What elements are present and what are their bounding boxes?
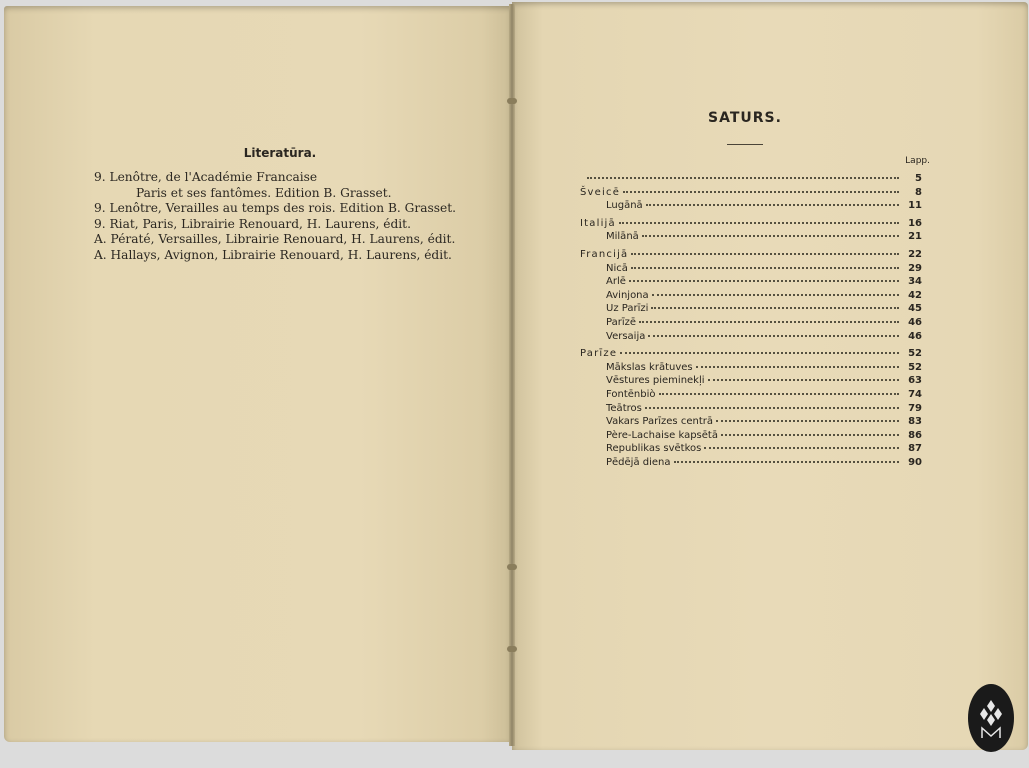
literature-heading: Literatūra. <box>243 146 317 160</box>
literature-list <box>94 170 474 264</box>
toc-leader-dots <box>620 345 899 354</box>
toc-leader-dots <box>674 454 899 463</box>
literature-entry <box>94 201 474 217</box>
toc-leader-dots <box>704 440 899 449</box>
toc-entry-page: 34 <box>908 276 922 288</box>
toc-entry-title: Vakars Parīzes centrā <box>606 416 713 428</box>
toc-leader-dots <box>631 260 899 269</box>
toc-entry-title: Père-Lachaise kapsētā <box>606 429 718 441</box>
stitch-mark <box>507 564 517 570</box>
toc-leader-dots <box>721 427 899 436</box>
book-spine <box>509 4 515 746</box>
toc-leader-dots <box>639 314 899 323</box>
toc-entry-page: 22 <box>908 248 922 260</box>
toc-leader-dots <box>645 400 899 409</box>
stitch-mark <box>507 98 517 104</box>
toc-entry-title: Parīze <box>580 348 618 360</box>
toc-entry-page: 46 <box>908 330 922 342</box>
toc-entry-title: Nicā <box>606 262 628 274</box>
toc-leader-dots <box>696 359 899 368</box>
toc-entry-title: Parīzē <box>606 316 636 328</box>
toc-entry-title: Avinjona <box>606 289 649 301</box>
literature-entry-text: A. Pératé, Versailles, Librairie Renouard, H. Laurens, édit. <box>94 232 456 247</box>
toc-entry-title: Šveicē <box>580 186 621 198</box>
toc-entry-page: 87 <box>908 443 922 455</box>
toc-entry-page: 42 <box>908 289 922 301</box>
toc-entry-title: Vēstures pieminekļi <box>606 375 705 387</box>
heading-rule <box>727 144 763 145</box>
toc-entry-page: 79 <box>908 402 922 414</box>
toc-entry-page: 52 <box>908 361 922 373</box>
toc-entry-page: 90 <box>908 456 922 468</box>
toc-entry-page: 8 <box>915 186 922 198</box>
toc-entry-page: 29 <box>908 262 922 274</box>
literature-entry <box>94 248 474 264</box>
toc-leader-dots <box>623 184 899 193</box>
toc-entry-page: 46 <box>908 316 922 328</box>
toc-entry-page: 83 <box>908 416 922 428</box>
toc-entry <box>580 330 922 344</box>
toc-entry-title: Teātros <box>606 402 642 414</box>
literature-entry-text: 9. Riat, Paris, Librairie Renouard, H. Laurens, édit. <box>94 216 411 231</box>
toc-entry-page: 45 <box>908 303 922 315</box>
toc-entry-title: Uz Parīzi <box>606 303 649 315</box>
toc-entry-page: 86 <box>908 429 922 441</box>
toc-entry-title: Fontēnbiò <box>606 388 656 400</box>
toc-entry-page: 52 <box>908 348 922 360</box>
stitch-mark <box>507 646 517 652</box>
toc-entry-page: 5 <box>915 173 922 184</box>
contents-heading: SATURS. <box>708 110 782 126</box>
toc-entry-title: Republikas svētkos <box>606 443 702 455</box>
literature-entry <box>94 170 474 201</box>
toc-leader-dots <box>716 413 899 422</box>
toc-entry-title: Francijā <box>580 248 629 260</box>
toc-leader-dots <box>646 197 899 206</box>
toc-leader-dots <box>629 273 899 282</box>
watermark-logo-icon <box>968 684 1014 752</box>
toc-entry-page: 74 <box>908 388 922 400</box>
toc-entry-page: 63 <box>908 375 922 387</box>
toc-entry <box>580 456 922 470</box>
toc-entry <box>580 199 922 213</box>
toc-leader-dots <box>708 372 899 381</box>
toc-leader-dots <box>587 170 899 179</box>
toc-entry-page: 11 <box>908 200 922 212</box>
toc-leader-dots <box>631 246 899 255</box>
toc-leader-dots <box>619 215 899 224</box>
table-of-contents <box>580 172 922 469</box>
toc-entry-page: 16 <box>908 217 922 229</box>
left-page <box>4 6 512 742</box>
toc-entry-page: 21 <box>908 231 922 243</box>
toc-entry-title: Pēdējā diena <box>606 456 671 468</box>
toc-entry-title: Lugānā <box>606 200 643 212</box>
literature-entry-text: 9. Lenôtre, Verailles au temps des rois. Edition B. Grasset. <box>94 201 456 216</box>
toc-leader-dots <box>651 300 899 309</box>
toc-leader-dots <box>648 328 899 337</box>
toc-leader-dots <box>642 228 899 237</box>
toc-entry-title: Italijā <box>580 217 616 229</box>
toc-entry-title: Milānā <box>606 231 639 243</box>
toc-leader-dots <box>659 386 899 395</box>
toc-leader-dots <box>652 287 899 296</box>
page-column-label: Lapp. <box>905 156 930 166</box>
literature-entry <box>94 217 474 233</box>
literature-entry-continuation: Paris et ses fantômes. Edition B. Grasset. <box>136 185 392 200</box>
toc-entry-title: Versaija <box>606 330 646 342</box>
literature-entry-text: A. Hallays, Avignon, Librairie Renouard, H. Laurens, édit. <box>94 247 452 262</box>
toc-entry <box>580 230 922 244</box>
literature-entry <box>94 232 474 248</box>
literature-entry-text: 9. Lenôtre, de l'Académie Francaise <box>94 170 318 184</box>
toc-entry-title: Mākslas krātuves <box>606 361 693 373</box>
toc-entry-title: Arlē <box>606 276 626 288</box>
